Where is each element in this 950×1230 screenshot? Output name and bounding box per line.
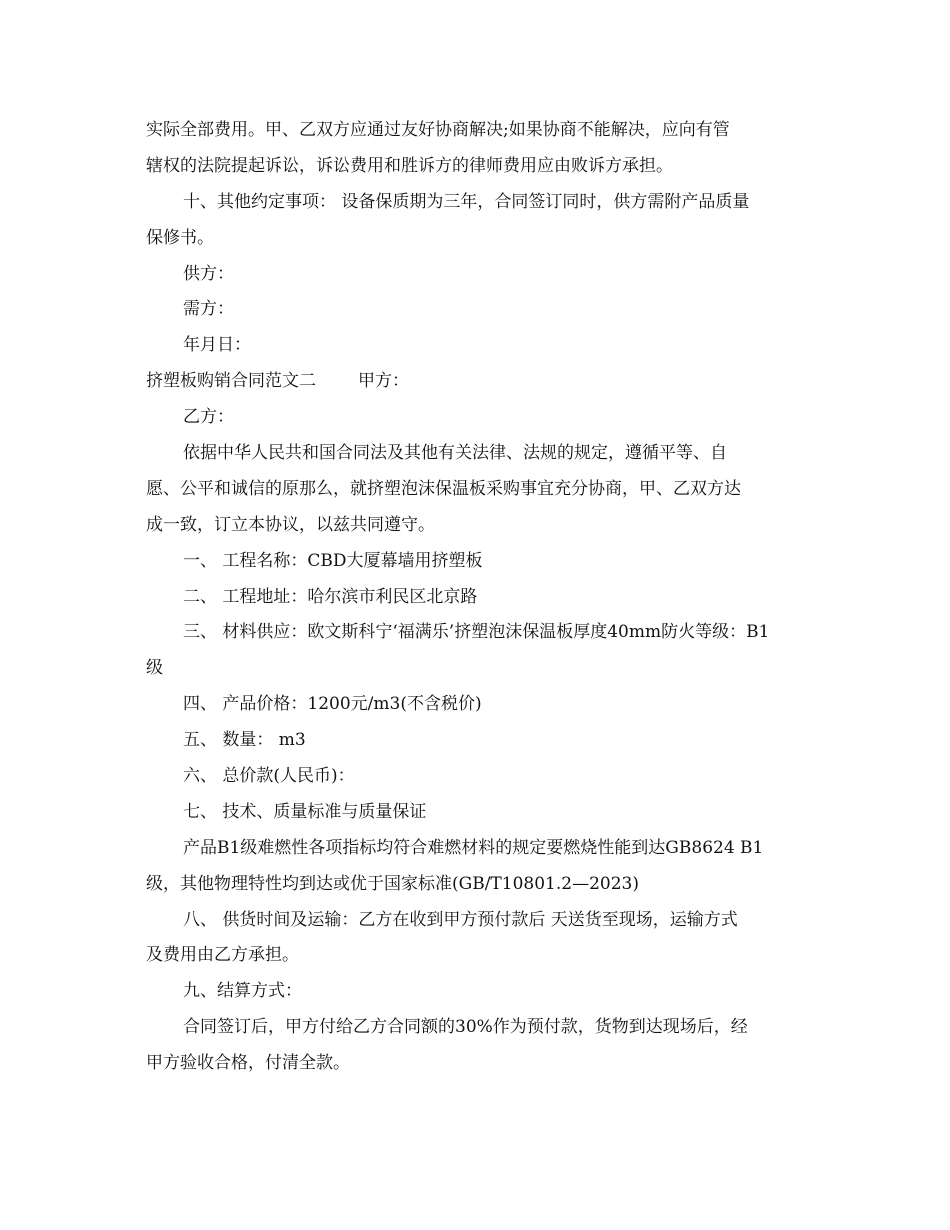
buyer-label: 需方： xyxy=(183,299,234,320)
party-a-label: 甲方： xyxy=(358,371,409,392)
clause-2: 二、 工程地址：哈尔滨市利民区北京路 xyxy=(183,586,478,607)
section-title-line xyxy=(146,364,810,400)
text-line: 及费用由乙方承担。 xyxy=(146,945,299,966)
clause-5: 五、 数量： m3 xyxy=(183,730,306,751)
clause-4: 四、 产品价格：1200元/m3(不含税价) xyxy=(183,694,482,715)
quality-line: 产品B1级难燃性各项指标均符合难燃材料的规定要燃烧性能到达GB8624 B1 xyxy=(183,837,764,858)
document-page xyxy=(146,113,810,1082)
payment-line: 甲方验收合格，付清全款。 xyxy=(146,1053,350,1074)
clause-3: 三、 材料供应：欧文斯科宁‘福满乐’挤塑泡沫保温板厚度40mm防火等级：B1 xyxy=(183,622,770,643)
clause-6: 六、 总价款(人民币)： xyxy=(183,766,355,787)
date-label: 年月日： xyxy=(183,335,251,356)
clause-10: 十、其他约定事项： 设备保质期为三年，合同签订同时，供方需附产品质量 xyxy=(183,191,750,212)
preamble-line: 愿、公平和诚信的原那么，就挤塑泡沫保温板采购事宜充分协商，甲、乙双方达 xyxy=(146,478,741,499)
section-title: 挤塑板购销合同范文二 xyxy=(146,371,316,392)
text-line: 保修书。 xyxy=(146,227,214,248)
quality-line: 级，其他物理特性均到达或优于国家标准(GB/T10801.2—2023) xyxy=(146,873,639,894)
text-line: 实际全部费用。甲、乙双方应通过友好协商解决;如果协商不能解决，应向有管 xyxy=(146,120,730,140)
payment-line: 合同签订后，甲方付给乙方合同额的30%作为预付款，货物到达现场后，经 xyxy=(183,1017,748,1038)
clause-7: 七、 技术、质量标准与质量保证 xyxy=(183,801,427,822)
supplier-label: 供方： xyxy=(183,263,234,284)
text-line: 级 xyxy=(146,658,163,679)
preamble-line: 依据中华人民共和国合同法及其他有关法律、法规的规定，遵循平等、自 xyxy=(183,443,727,464)
clause-9: 九、结算方式： xyxy=(183,981,302,1002)
clause-1: 一、 工程名称：CBD大厦幕墙用挤塑板 xyxy=(183,550,483,571)
clause-8: 八、 供货时间及运输：乙方在收到甲方预付款后 天送货至现场，运输方式 xyxy=(183,909,738,930)
party-b-label: 乙方： xyxy=(183,407,234,428)
preamble-line: 成一致，订立本协议，以兹共同遵守。 xyxy=(146,514,435,535)
text-line: 辖权的法院提起诉讼，诉讼费用和胜诉方的律师费用应由败诉方承担。 xyxy=(146,155,673,176)
